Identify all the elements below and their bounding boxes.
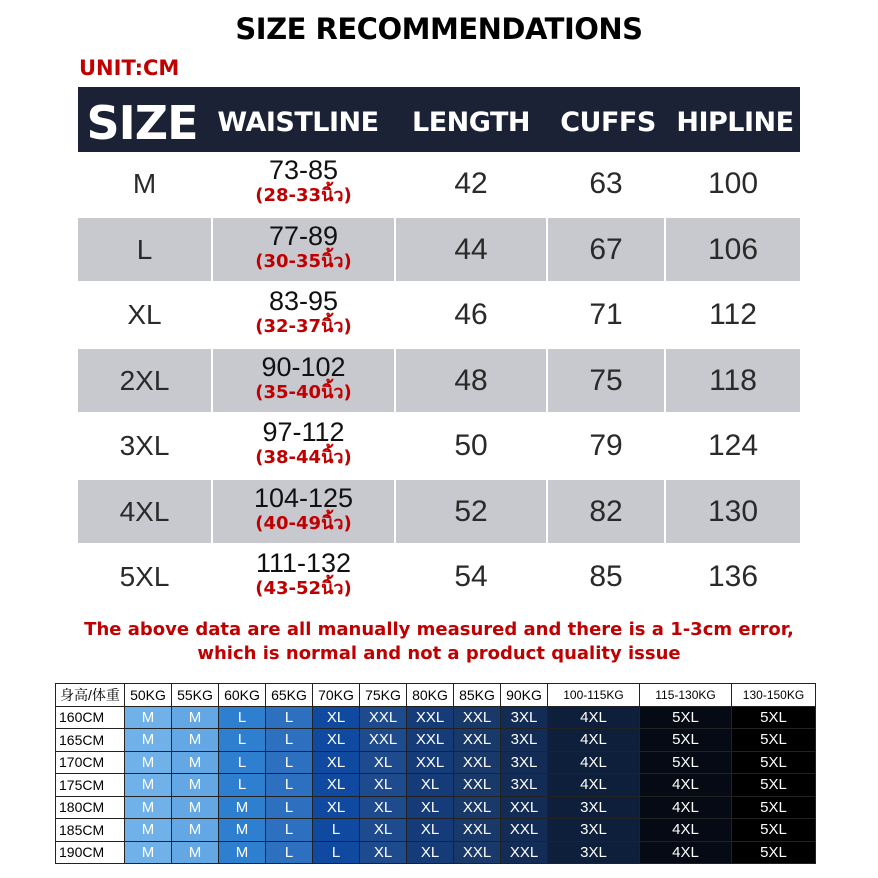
note-line-2: which is normal and not a product quality issue [197,643,681,664]
height-header: 175CM [56,774,125,797]
height-header: 170CM [56,751,125,774]
size-row [78,480,800,546]
height-header: 165CM [56,729,125,752]
grid-row [56,841,816,864]
waist-inch: (35-40นิ้ว) [255,381,352,403]
size-recommendation-cell: 4XL [640,841,732,864]
size-recommendation-cell: M [172,729,219,752]
weight-header: 75KG [360,684,407,707]
size-recommendation-cell: L [266,706,313,729]
waist-cell [213,480,394,543]
size-recommendation-cell: XL [360,751,407,774]
size-recommendation-cell: XXL [501,796,548,819]
grid-corner: 身高/体重 [56,684,125,707]
size-recommendation-cell: L [313,819,360,842]
length-cell: 52 [396,480,546,543]
cuffs-cell: 75 [548,349,664,412]
size-recommendation-cell: XXL [360,706,407,729]
cuffs-cell: 85 [589,560,623,593]
length-cell: 42 [454,167,488,200]
size-recommendation-cell: 3XL [548,841,640,864]
size-recommendation-cell: XXL [407,706,454,729]
size-recommendation-cell: XL [313,751,360,774]
size-row [78,218,800,284]
size-cell: 5XL [119,561,170,592]
header-cuffs: CUFFS [560,107,656,138]
height-header: 185CM [56,819,125,842]
height-header: 160CM [56,706,125,729]
waist-cm: 111-132 [255,548,352,578]
size-row [78,414,800,480]
size-recommendation-cell: XXL [407,751,454,774]
size-recommendation-cell: XXL [454,706,501,729]
size-recommendation-cell: M [125,796,172,819]
size-recommendation-cell: XL [313,706,360,729]
waist-cell [213,283,394,346]
waist-cm: 83-95 [268,286,339,316]
size-recommendation-cell: M [125,774,172,797]
grid-row [56,796,816,819]
length-cell: 50 [454,429,488,462]
size-cell: L [78,218,211,281]
weight-header: 80KG [407,684,454,707]
grid-row [56,729,816,752]
size-recommendation-cell: L [219,751,266,774]
size-recommendation-cell: L [219,706,266,729]
size-recommendation-cell: XXL [454,751,501,774]
waist-cell [213,152,394,215]
size-recommendation-cell: XXL [501,819,548,842]
unit-label: UNIT:CM [79,56,180,80]
size-recommendation-cell: L [266,841,313,864]
page-title: SIZE RECOMMENDATIONS [235,12,643,46]
grid-row [56,706,816,729]
hipline-cell: 130 [666,480,800,543]
weight-header: 70KG [313,684,360,707]
size-recommendation-cell: 5XL [732,729,816,752]
size-recommendation-cell: 5XL [732,796,816,819]
size-cell: 3XL [119,430,170,461]
waist-inch: (32-37นิ้ว) [255,316,352,337]
waist-cell [213,414,394,477]
height-header: 190CM [56,841,125,864]
size-row [78,545,800,611]
size-recommendation-cell: 4XL [548,751,640,774]
size-row [78,349,800,415]
weight-header: 130-150KG [732,684,816,707]
size-table-header [78,87,800,152]
size-recommendation-cell: XL [407,796,454,819]
waist-cell [213,349,394,412]
size-recommendation-cell: XL [407,819,454,842]
hipline-cell: 112 [709,298,757,331]
size-recommendation-cell: L [266,774,313,797]
size-recommendation-cell: XXL [454,796,501,819]
size-recommendation-cell: XXL [407,729,454,752]
hipline-cell: 136 [707,560,759,593]
waist-cm: 77-89 [268,220,339,251]
grid-row [56,774,816,797]
size-recommendation-cell: 4XL [640,774,732,797]
size-recommendation-cell: 5XL [732,841,816,864]
weight-header: 115-130KG [640,684,732,707]
size-recommendation-cell: 4XL [640,819,732,842]
waist-inch: (28-33นิ้ว) [255,185,352,206]
hipline-cell: 100 [707,167,759,200]
size-recommendation-cell: XXL [454,774,501,797]
size-recommendation-cell: M [125,706,172,729]
size-recommendation-cell: XXL [501,841,548,864]
size-recommendation-cell: M [125,841,172,864]
size-recommendation-cell: L [219,729,266,752]
size-recommendation-cell: L [219,774,266,797]
size-recommendation-cell: XL [313,796,360,819]
length-cell: 44 [396,218,546,281]
size-recommendation-cell: 4XL [548,706,640,729]
cuffs-cell: 63 [589,167,623,200]
note-line-1: The above data are all manually measured and there is a 1-3cm error, [84,619,794,640]
size-recommendation-cell: M [219,796,266,819]
size-recommendation-cell: XL [407,841,454,864]
size-cell: M [132,168,157,199]
size-recommendation-cell: L [266,729,313,752]
size-recommendation-cell: 3XL [501,729,548,752]
size-recommendation-cell: M [125,729,172,752]
length-cell: 46 [454,298,488,331]
size-recommendation-cell: XXL [454,819,501,842]
size-recommendation-cell: 5XL [640,729,732,752]
size-table [78,87,800,611]
grid-header-row [56,684,816,707]
header-length: LENGTH [412,107,530,138]
size-cell: XL [127,299,162,330]
weight-header: 60KG [219,684,266,707]
height-weight-table [55,683,816,864]
size-recommendation-cell: XL [360,819,407,842]
waist-inch: (38-44นิ้ว) [255,447,352,468]
size-recommendation-cell: 3XL [501,706,548,729]
weight-header: 50KG [125,684,172,707]
size-recommendation-cell: 5XL [732,751,816,774]
size-recommendation-cell: M [125,751,172,774]
header-hipline: HIPLINE [676,107,794,138]
size-cell: 2XL [78,349,211,412]
size-recommendation-cell: 4XL [548,774,640,797]
waist-cm: 90-102 [261,351,346,382]
waist-cell [213,218,394,281]
size-recommendation-cell: M [219,841,266,864]
cuffs-cell: 67 [548,218,664,281]
size-recommendation-cell: 5XL [732,774,816,797]
size-recommendation-cell: L [313,841,360,864]
size-recommendation-cell: XL [313,729,360,752]
size-cell: 4XL [78,480,211,543]
weight-header: 90KG [501,684,548,707]
waist-cell [213,545,394,608]
grid-row [56,819,816,842]
size-recommendation-cell: 3XL [501,774,548,797]
size-recommendation-cell: L [266,819,313,842]
weight-header: 55KG [172,684,219,707]
waist-inch: (30-35นิ้ว) [255,250,352,272]
waist-inch: (43-52นิ้ว) [255,578,352,599]
hipline-cell: 106 [666,218,800,281]
size-recommendation-cell: 3XL [548,796,640,819]
size-recommendation-cell: XL [360,774,407,797]
header-waistline: WAISTLINE [217,107,379,138]
cuffs-cell: 71 [589,298,623,331]
size-recommendation-cell: M [172,774,219,797]
size-recommendation-cell: 5XL [640,706,732,729]
cuffs-cell: 79 [589,429,623,462]
size-recommendation-cell: M [172,751,219,774]
size-recommendation-cell: 4XL [640,796,732,819]
weight-header: 65KG [266,684,313,707]
size-recommendation-cell: XL [407,774,454,797]
waist-cm: 97-112 [262,417,345,447]
size-recommendation-cell: XL [360,841,407,864]
size-recommendation-cell: M [172,706,219,729]
size-recommendation-cell: 5XL [732,706,816,729]
size-recommendation-cell: XXL [360,729,407,752]
grid-row [56,751,816,774]
size-recommendation-cell: 5XL [732,819,816,842]
size-recommendation-cell: 3XL [501,751,548,774]
size-recommendation-cell: XL [360,796,407,819]
size-recommendation-cell: XXL [454,841,501,864]
header-size: SIZE [86,96,198,150]
cuffs-cell: 82 [548,480,664,543]
size-recommendation-cell: M [172,796,219,819]
size-recommendation-cell: L [266,751,313,774]
size-recommendation-cell: M [172,841,219,864]
size-recommendation-cell: 4XL [548,729,640,752]
size-recommendation-cell: 3XL [548,819,640,842]
size-recommendation-cell: XL [313,774,360,797]
size-recommendation-cell: 5XL [640,751,732,774]
waist-inch: (40-49นิ้ว) [255,512,352,534]
size-row [78,283,800,349]
waist-cm: 104-125 [253,482,354,513]
length-cell: 48 [396,349,546,412]
height-header: 180CM [56,796,125,819]
size-recommendation-cell: XXL [454,729,501,752]
size-recommendation-cell: M [125,819,172,842]
waist-cm: 73-85 [268,155,339,185]
size-row [78,152,800,218]
hipline-cell: 124 [707,429,759,462]
size-recommendation-cell: M [219,819,266,842]
size-table-body [78,152,800,611]
weight-header: 85KG [454,684,501,707]
length-cell: 54 [454,560,488,593]
size-recommendation-cell: M [172,819,219,842]
weight-header: 100-115KG [548,684,640,707]
hipline-cell: 118 [666,349,800,412]
size-recommendation-cell: L [266,796,313,819]
